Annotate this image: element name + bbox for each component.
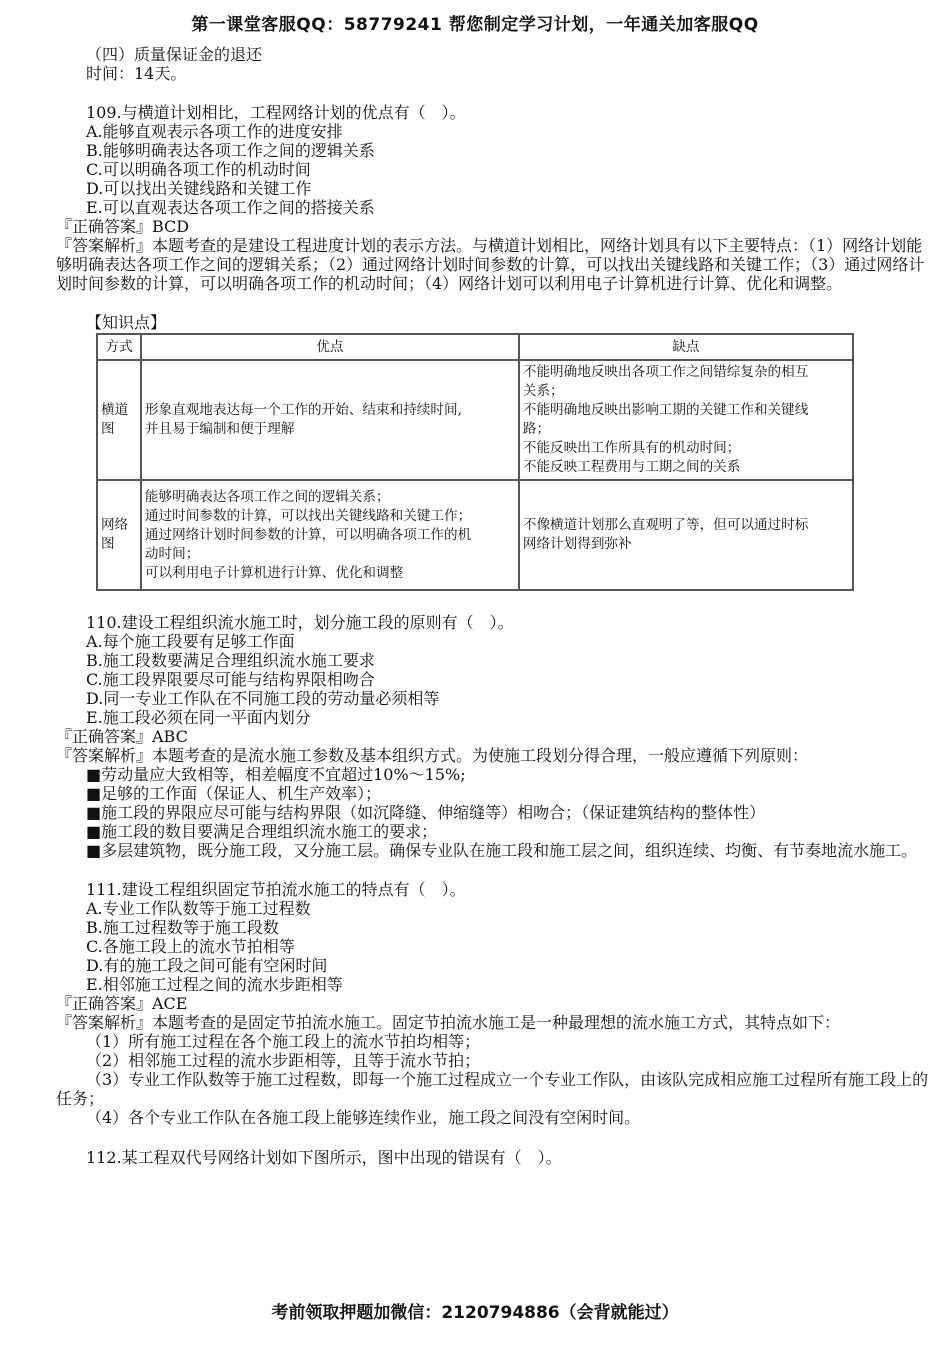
cell-text: 并且易于编制和便于理解 xyxy=(144,421,295,437)
cell-text: 路； xyxy=(522,421,551,437)
cons-cell xyxy=(519,480,853,590)
q109-option-c: C.可以明确各项工作的机动时间 xyxy=(86,160,311,179)
q109-option-b: B.能够明确表达各项工作之间的逻辑关系 xyxy=(86,141,375,160)
q111-option-a: A.专业工作队数等于施工过程数 xyxy=(86,899,311,918)
q111-analysis: 『答案解析』本题考查的是固定节拍流水施工。固定节拍流水施工是一种最理想的流水施工方式，其特点如下： xyxy=(56,1013,841,1032)
q111-option-e: E.相邻施工过程之间的流水步距相等 xyxy=(86,975,343,994)
q110-bullet-1: ■劳动量应大致相等，相差幅度不宜超过10%～15%; xyxy=(86,765,466,784)
q109-analysis-1: 『答案解析』本题考查的是建设工程进度计划的表示方法。与横道计划相比，网络计划具有以下主要特点：（1）网络计划能 xyxy=(56,236,923,255)
cell-text: 通过时间参数的计算，可以找出关键线路和关键工作； xyxy=(144,507,472,524)
cell-text: 关系； xyxy=(522,383,564,399)
page-footer: 考前领取押题加微信：2120794886（会背就能过） xyxy=(271,1303,679,1323)
header-pros: 优点 xyxy=(141,334,519,360)
q112-question: 112.某工程双代号网络计划如下图所示，图中出现的错误有（ ）。 xyxy=(86,1148,562,1167)
header-method: 方式 xyxy=(97,334,141,360)
q109-question: 109.与横道计划相比，工程网络计划的优点有（ ）。 xyxy=(86,103,466,122)
q110-option-e: E.施工段必须在同一平面内划分 xyxy=(86,708,311,727)
q110-option-a: A.每个施工段要有足够工作面 xyxy=(86,632,295,651)
q111-option-c: C.各施工段上的流水节拍相等 xyxy=(86,937,295,956)
q109-answer: 『正确答案』BCD xyxy=(56,217,190,236)
q111-option-d: D.有的施工段之间可能有空闲时间 xyxy=(86,956,328,975)
cell-text: 横道 xyxy=(101,402,129,418)
cell-text: 不能明确地反映出影响工期的关键工作和关键线 xyxy=(522,402,809,418)
cell-text: 网络 xyxy=(101,517,129,533)
q110-option-b: B.施工段数要满足合理组织流水施工要求 xyxy=(86,651,375,670)
q110-bullet-3: ■施工段的界限应尽可能与结构界限（如沉降缝、伸缩缝等）相吻合；（保证建筑结构的整体性） xyxy=(86,803,766,822)
q111-option-b: B.施工过程数等于施工段数 xyxy=(86,918,279,937)
cons-cell xyxy=(519,360,853,480)
table-row xyxy=(97,360,853,480)
q111-point-1: （1）所有施工过程在各个施工段上的流水节拍均相等； xyxy=(86,1032,481,1051)
table-row xyxy=(97,480,853,590)
q109-analysis-2: 够明确表达各项工作之间的逻辑关系；（2）通过网络计划时间参数的计算，可以找出关键线路和关键工作；（3）通过网络计 xyxy=(56,255,925,274)
cell-text: 图 xyxy=(101,421,115,437)
intro-line-2: 时间：14天。 xyxy=(86,64,187,83)
q110-option-c: C.施工段界限要尽可能与结构界限相吻合 xyxy=(86,670,375,689)
cell-text: 动时间； xyxy=(144,545,200,562)
q109-option-a: A.能够直观表示各项工作的进度安排 xyxy=(86,122,343,141)
pros-cell xyxy=(141,360,519,480)
q110-answer: 『正确答案』ABC xyxy=(56,727,188,746)
cell-text: 可以利用电子计算机进行计算、优化和调整 xyxy=(144,564,404,581)
q110-bullet-5: ■多层建筑物，既分施工段，又分施工层。确保专业队在施工段和施工层之间，组织连续、均衡、有节奏地流水施工。 xyxy=(86,841,918,860)
cell-text: 不能反映出工作所具有的机动时间； xyxy=(522,440,741,456)
cell-text: 网络计划得到弥补 xyxy=(522,536,632,552)
q109-option-e: E.可以直观表达各项工作之间的搭接关系 xyxy=(86,198,375,217)
intro-line-1: （四）质量保证金的退还 xyxy=(86,45,263,64)
q109-analysis-3: 划时间参数的计算，可以明确各项工作的机动时间；（4）网络计划可以利用电子计算机进行计算、优化和调整。 xyxy=(56,274,843,293)
pros-cell xyxy=(141,480,519,590)
q111-answer: 『正确答案』ACE xyxy=(56,994,188,1013)
q110-option-d: D.同一专业工作队在不同施工段的劳动量必须相等 xyxy=(86,689,440,708)
cell-text: 能够明确表达各项工作之间的逻辑关系； xyxy=(144,488,390,505)
page-header: 第一课堂客服QQ：58779241 帮您制定学习计划，一年通关加客服QQ xyxy=(191,15,759,35)
comparison-table xyxy=(96,333,854,591)
q110-question: 110.建设工程组织流水施工时，划分施工段的原则有（ ）。 xyxy=(86,613,514,632)
q110-bullet-4: ■施工段的数目要满足合理组织流水施工的要求； xyxy=(86,822,438,841)
q111-point-4: （4）各个专业工作队在各施工段上能够连续作业，施工段之间没有空闲时间。 xyxy=(86,1108,641,1127)
table-header-row xyxy=(97,334,853,360)
q111-point-2: （2）相邻施工过程的流水步距相等，且等于流水节拍； xyxy=(86,1051,481,1070)
knowledge-point-title: 【知识点】 xyxy=(86,313,167,332)
cell-text: 不能明确地反映出各项工作之间错综复杂的相互 xyxy=(522,364,809,380)
q111-point-3: （3）专业工作队数等于施工过程数，即每一个施工过程成立一个专业工作队，由该队完成相应施工过程所有施工段上的 xyxy=(86,1070,929,1089)
cell-text: 图 xyxy=(101,536,115,552)
method-cell xyxy=(97,480,141,590)
q110-bullet-2: ■足够的工作面（保证人、机生产效率）； xyxy=(86,784,382,803)
q111-question: 111.建设工程组织固定节拍流水施工的特点有（ ）。 xyxy=(86,880,466,899)
cell-text: 通过网络计划时间参数的计算，可以明确各项工作的机 xyxy=(144,526,472,543)
method-cell xyxy=(97,360,141,480)
q110-analysis: 『答案解析』本题考查的是流水施工参数及基本组织方式。为使施工段划分得合理，一般应遵循下列原则： xyxy=(56,746,809,765)
cell-text: 不能反映工程费用与工期之间的关系 xyxy=(522,459,741,475)
cell-text: 不像横道计划那么直观明了等，但可以通过时标 xyxy=(522,517,809,533)
header-cons: 缺点 xyxy=(519,334,853,360)
q109-option-d: D.可以找出关键线路和关键工作 xyxy=(86,179,312,198)
cell-text: 形象直观地表达每一个工作的开始、结束和持续时间, xyxy=(144,402,462,418)
q111-point-3-cont: 任务； xyxy=(56,1089,105,1108)
